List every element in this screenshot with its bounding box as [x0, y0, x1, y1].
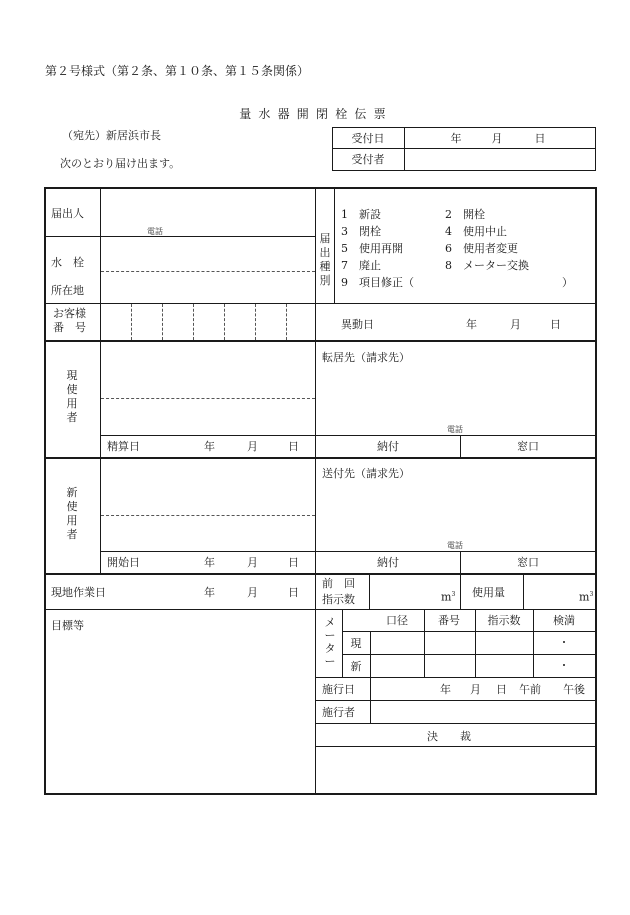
- landmark-field[interactable]: [46, 635, 314, 792]
- hydrant-label-2: 所在地: [51, 284, 84, 297]
- site-work-year: 年: [204, 586, 215, 599]
- site-work-label: 現地作業日: [51, 586, 106, 599]
- col-diameter: 口径: [386, 614, 408, 627]
- forward-phone-label: 電話: [447, 425, 463, 434]
- change-date-month: 月: [510, 318, 521, 331]
- current-counter[interactable]: 窓口: [517, 440, 539, 453]
- customer-no-label-2: 番 号: [53, 321, 86, 334]
- option-6[interactable]: 6 使用者変更: [445, 242, 518, 255]
- current-user-field[interactable]: [101, 343, 315, 434]
- settlement-year: 年: [204, 440, 215, 453]
- hydrant-label-1: 水 栓: [51, 256, 84, 269]
- section-line-4: [45, 609, 316, 610]
- approval-label: 決 裁: [427, 730, 471, 743]
- option-3[interactable]: 3 閉栓: [341, 225, 381, 238]
- option-8[interactable]: 8 メーター交換: [445, 259, 529, 272]
- receiver-field[interactable]: [405, 149, 595, 170]
- notification-type-label: 届出種別: [319, 232, 331, 287]
- applicant-label: 届出人: [51, 207, 84, 220]
- submission-text: 次のとおり届け出ます。: [60, 157, 181, 170]
- executor-label: 施行者: [322, 706, 355, 719]
- current-inspection-dot: ・: [558, 636, 570, 649]
- settlement-date-label: 精算日: [107, 440, 140, 453]
- new-user-field[interactable]: [101, 460, 315, 550]
- new-inspection-dot: ・: [558, 659, 570, 672]
- start-month: 月: [247, 556, 258, 569]
- settlement-month: 月: [247, 440, 258, 453]
- col-reading: 指示数: [487, 614, 521, 627]
- form-title: 量水器開閉栓伝票: [239, 107, 393, 121]
- customer-no-label-1: お客様: [53, 307, 86, 320]
- send-phone-label: 電話: [447, 541, 463, 550]
- current-user-label: 現使用者: [66, 369, 78, 424]
- option-1[interactable]: 1 新設: [341, 208, 381, 221]
- forward-address-label: 転居先（請求先）: [322, 351, 410, 364]
- reception-date-label: 受付日: [351, 132, 385, 145]
- column-divider: [315, 188, 316, 794]
- applicant-phone-label: 電話: [147, 227, 163, 236]
- col-inspection: 検満: [553, 614, 575, 627]
- construction-day: 日: [496, 683, 507, 696]
- section-line-1: [45, 340, 596, 342]
- col-number: 番号: [438, 614, 460, 627]
- option-2[interactable]: 2 開栓: [445, 208, 485, 221]
- section-line-3: [45, 573, 596, 575]
- start-year: 年: [204, 556, 215, 569]
- previous-label-2: 指示数: [322, 593, 355, 606]
- previous-label-1: 前 回: [322, 577, 355, 590]
- site-work-month: 月: [247, 586, 258, 599]
- new-user-label: 新使用者: [66, 486, 78, 541]
- change-date-label: 異動日: [341, 318, 374, 331]
- option-7[interactable]: 7 廃止: [341, 259, 381, 272]
- landmark-label: 目標等: [51, 619, 84, 632]
- option-9-close: ）: [562, 276, 573, 289]
- construction-pm[interactable]: 午後: [563, 683, 585, 696]
- reception-day: 日: [534, 132, 546, 145]
- change-date-year: 年: [466, 318, 477, 331]
- receiver-label: 受付者: [351, 153, 385, 166]
- hydrant-location-field[interactable]: [101, 237, 315, 302]
- option-5[interactable]: 5 使用再開: [341, 242, 403, 255]
- applicant-field[interactable]: [101, 189, 315, 235]
- form-number: 第２号様式（第２条、第１０条、第１５条関係）: [45, 64, 310, 78]
- construction-am[interactable]: 午前: [519, 683, 541, 696]
- change-date-day: 日: [550, 318, 561, 331]
- send-address-label: 送付先（請求先）: [322, 467, 410, 480]
- approval-field[interactable]: [317, 747, 595, 793]
- addressee: （宛先）新居浜市長: [62, 129, 161, 142]
- previous-unit: $m^3$: [441, 590, 456, 604]
- executor-field[interactable]: [371, 701, 595, 722]
- current-payment[interactable]: 納付: [377, 440, 399, 453]
- start-day: 日: [288, 556, 299, 569]
- reception-year: 年: [450, 132, 462, 145]
- site-work-day: 日: [288, 586, 299, 599]
- row-new: 新: [350, 660, 362, 673]
- meter-label: メーター: [324, 616, 336, 668]
- row-current: 現: [350, 637, 362, 650]
- settlement-day: 日: [288, 440, 299, 453]
- usage-unit: $m^3$: [579, 590, 594, 604]
- option-9[interactable]: 9 項目修正（: [341, 276, 414, 289]
- construction-month: 月: [470, 683, 481, 696]
- section-line-2: [45, 457, 596, 459]
- construction-date-label: 施行日: [322, 683, 355, 696]
- usage-label: 使用量: [472, 586, 505, 599]
- reception-month: 月: [491, 132, 503, 145]
- new-counter[interactable]: 窓口: [517, 556, 539, 569]
- option-4[interactable]: 4 使用中止: [445, 225, 507, 238]
- construction-year: 年: [440, 683, 451, 696]
- new-payment[interactable]: 納付: [377, 556, 399, 569]
- start-date-label: 開始日: [107, 556, 140, 569]
